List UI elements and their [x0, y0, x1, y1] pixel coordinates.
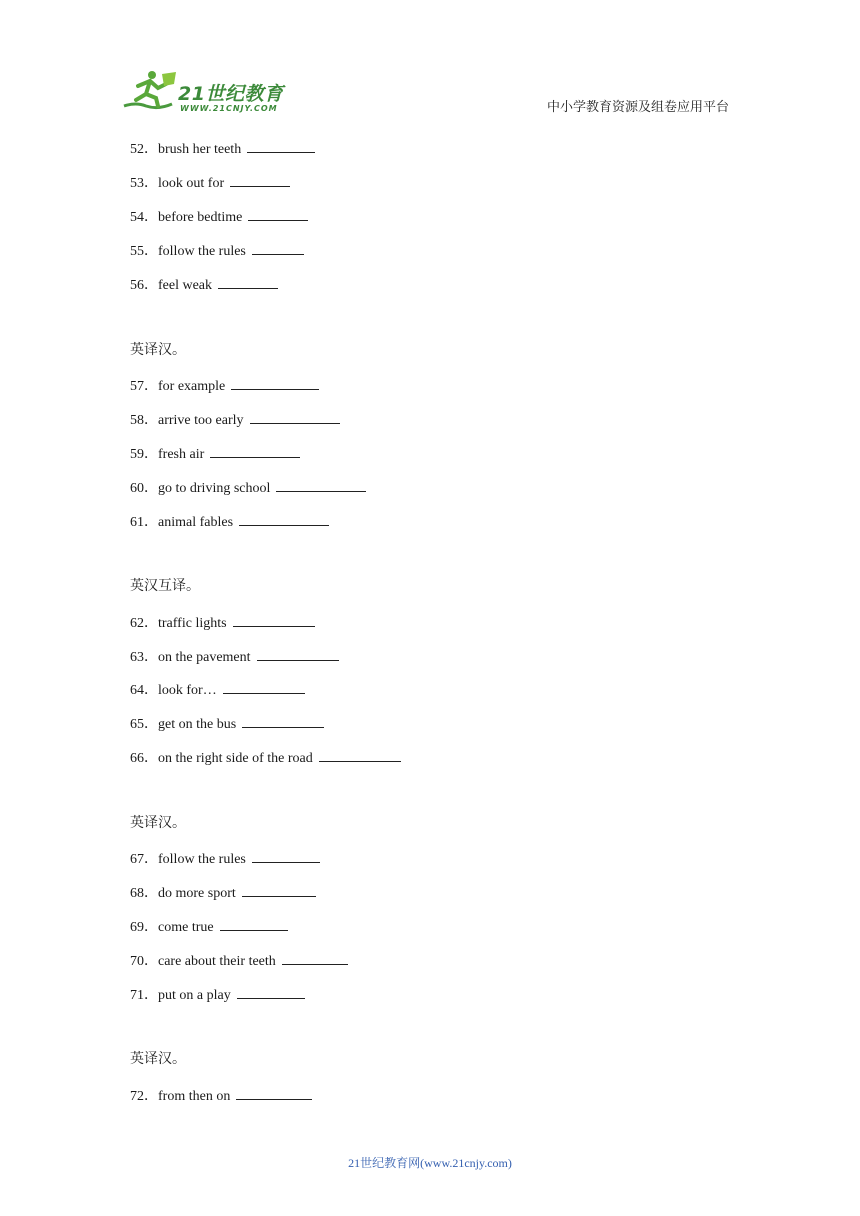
- list-item: [130, 207, 308, 225]
- answer-blank[interactable]: [223, 680, 305, 694]
- answer-blank[interactable]: [282, 951, 348, 965]
- list-item: [130, 512, 329, 530]
- list-item: [130, 376, 319, 394]
- answer-blank[interactable]: [276, 478, 366, 492]
- item-text: care about their teeth: [158, 954, 276, 969]
- list-item: [130, 444, 300, 462]
- item-number: 55．: [130, 244, 158, 259]
- section-title: 英译汉。: [130, 816, 186, 831]
- item-number: 60．: [130, 481, 158, 496]
- answer-blank[interactable]: [220, 917, 288, 931]
- item-text: fresh air: [158, 447, 205, 462]
- item-number: 58．: [130, 413, 158, 428]
- item-number: 54．: [130, 210, 158, 225]
- item-text: traffic lights: [158, 616, 227, 631]
- answer-blank[interactable]: [210, 444, 300, 458]
- answer-blank[interactable]: [250, 410, 340, 424]
- header-slogan: 中小学教育资源及组卷应用平台: [546, 99, 729, 114]
- item-text: for example: [158, 379, 226, 394]
- item-text: look for…: [158, 683, 217, 698]
- item-number: 66．: [130, 751, 158, 766]
- item-number: 56．: [130, 278, 158, 293]
- page-footer[interactable]: 21世纪教育网(www.21cnjy.com): [348, 1156, 512, 1170]
- item-number: 69．: [130, 920, 158, 935]
- section-title: 英译汉。: [130, 1052, 186, 1067]
- item-number: 59．: [130, 447, 158, 462]
- item-number: 64．: [130, 683, 158, 698]
- answer-blank[interactable]: [230, 173, 290, 187]
- list-item: [130, 1086, 312, 1104]
- list-item: [130, 951, 348, 969]
- item-text: do more sport: [158, 886, 236, 901]
- list-item: [130, 613, 315, 631]
- item-number: 70．: [130, 954, 158, 969]
- item-text: from then on: [158, 1089, 231, 1104]
- item-number: 67．: [130, 852, 158, 867]
- item-text: arrive too early: [158, 413, 244, 428]
- list-item: [130, 139, 315, 157]
- runner-logo-icon: [122, 66, 178, 114]
- answer-blank[interactable]: [319, 748, 401, 762]
- item-text: on the pavement: [158, 650, 251, 665]
- item-text: put on a play: [158, 988, 231, 1003]
- item-number: 62．: [130, 616, 158, 631]
- list-item: [130, 985, 305, 1003]
- item-text: feel weak: [158, 278, 213, 293]
- answer-blank[interactable]: [247, 139, 315, 153]
- item-number: 65．: [130, 717, 158, 732]
- item-text: get on the bus: [158, 717, 237, 732]
- section-title: 英译汉。: [130, 343, 186, 358]
- section-title: 英汉互译。: [130, 579, 200, 594]
- list-item: [130, 275, 278, 293]
- answer-blank[interactable]: [239, 512, 329, 526]
- list-item: [130, 410, 340, 428]
- item-text: go to driving school: [158, 481, 271, 496]
- logo-url: WWW.21CNJY.COM: [180, 104, 278, 113]
- item-text: before bedtime: [158, 210, 243, 225]
- item-number: 57．: [130, 379, 158, 394]
- answer-blank[interactable]: [237, 985, 305, 999]
- list-item: [130, 883, 316, 901]
- list-item: [130, 647, 339, 665]
- item-text: on the right side of the road: [158, 751, 313, 766]
- item-text: brush her teeth: [158, 142, 242, 157]
- item-number: 53．: [130, 176, 158, 191]
- logo-text: 21世纪教育: [178, 83, 284, 105]
- answer-blank[interactable]: [233, 613, 315, 627]
- list-item: [130, 849, 320, 867]
- list-item: [130, 478, 366, 496]
- item-text: look out for: [158, 176, 225, 191]
- list-item: [130, 748, 401, 766]
- item-number: 63．: [130, 650, 158, 665]
- list-item: [130, 714, 324, 732]
- answer-blank[interactable]: [257, 647, 339, 661]
- answer-blank[interactable]: [236, 1086, 312, 1100]
- answer-blank[interactable]: [252, 241, 304, 255]
- answer-blank[interactable]: [248, 207, 308, 221]
- list-item: [130, 680, 305, 698]
- list-item: [130, 917, 288, 935]
- logo: [122, 66, 292, 116]
- item-text: follow the rules: [158, 244, 246, 259]
- answer-blank[interactable]: [231, 376, 319, 390]
- item-number: 72．: [130, 1089, 158, 1104]
- item-text: animal fables: [158, 515, 234, 530]
- item-number: 52．: [130, 142, 158, 157]
- answer-blank[interactable]: [218, 275, 278, 289]
- item-number: 71．: [130, 988, 158, 1003]
- answer-blank[interactable]: [242, 714, 324, 728]
- page-header: [0, 0, 860, 130]
- item-text: come true: [158, 920, 214, 935]
- list-item: [130, 173, 290, 191]
- answer-blank[interactable]: [252, 849, 320, 863]
- answer-blank[interactable]: [242, 883, 316, 897]
- item-number: 61．: [130, 515, 158, 530]
- list-item: [130, 241, 304, 259]
- item-text: follow the rules: [158, 852, 246, 867]
- item-number: 68．: [130, 886, 158, 901]
